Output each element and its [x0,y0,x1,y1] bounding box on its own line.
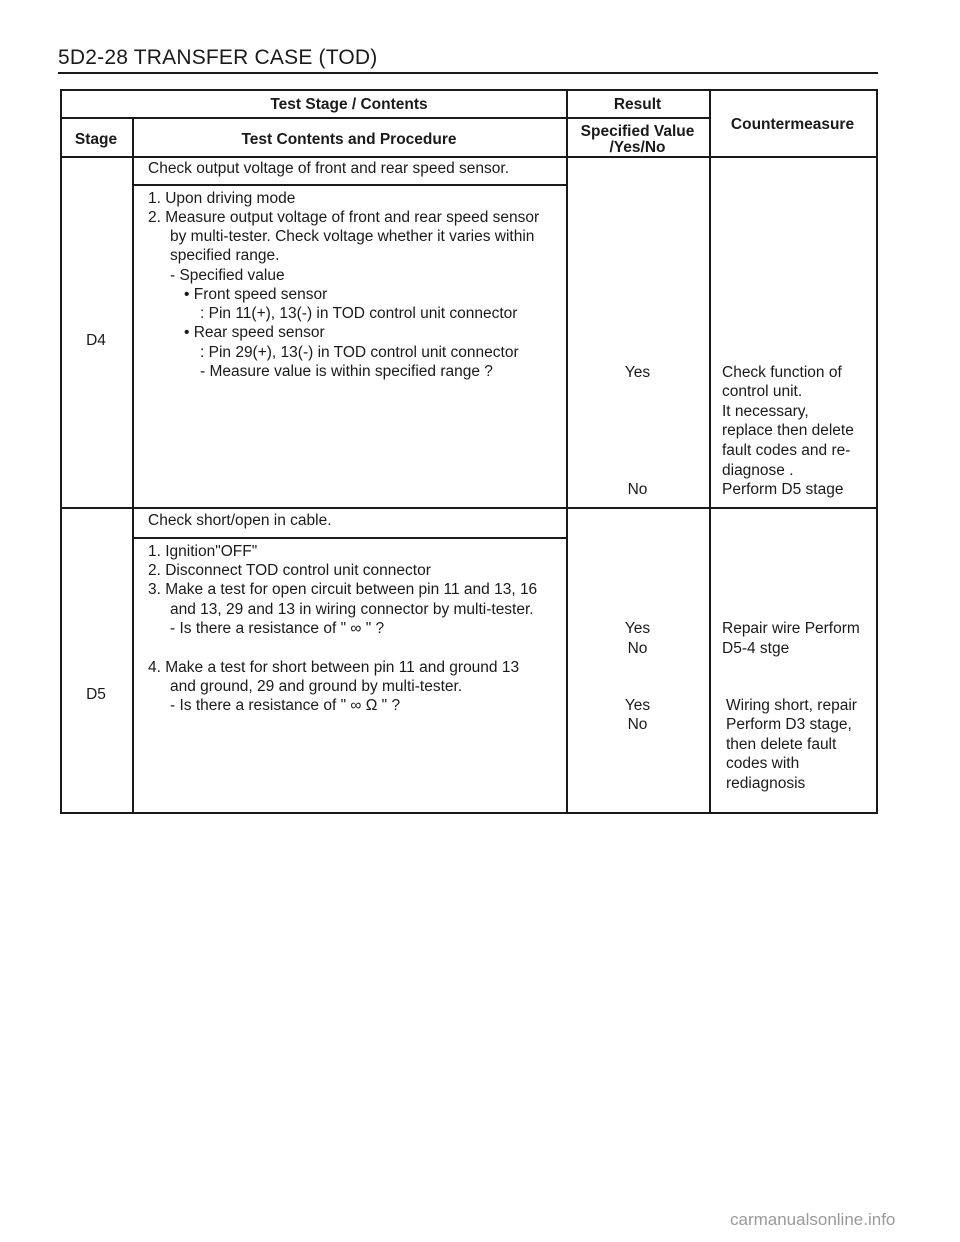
d5-countermeasure-line: then delete fault [726,736,837,753]
table-bottom-border [60,812,878,814]
d4-result-no: No [627,481,648,498]
d5-step-line: 3. Make a test for open circuit between pin 11 and 13, 16 [148,581,538,598]
watermark: carmanualsonline.info [730,1210,896,1229]
d5-countermeasure-line: D5-4 stge [722,640,790,657]
d4-step-line: 1. Upon driving mode [148,190,296,207]
header-test-stage-contents: Test Stage / Contents [270,96,428,113]
d5-countermeasure-line: Repair wire Perform [722,620,860,637]
d4-countermeasure-line: diagnose . [722,462,794,479]
d4-step-line: 2. Measure output voltage of front and rear speed sensor [148,209,540,226]
d5-title-line [132,537,567,539]
header-result: Result [613,96,662,113]
d4-countermeasure-line: It necessary, [722,403,809,420]
d5-step-line: 4. Make a test for short between pin 11 and ground 13 [148,659,520,676]
stage-d5: D5 [86,686,106,703]
d4-countermeasure-line: Check function of [722,364,842,381]
d4-countermeasure-line: control unit. [722,383,803,400]
d5-step-line: - Is there a resistance of " ∞ " ? [170,620,385,637]
page-title: 5D2-28 TRANSFER CASE (TOD) [58,46,378,69]
header-bottom-border [60,156,878,158]
d4-step-line: - Specified value [170,267,285,284]
d5-step-line: and 13, 29 and 13 in wiring connector by multi-tester. [170,601,534,618]
d5-result-2-no: No [627,716,648,733]
d4-step-line: • Rear speed sensor [184,324,325,341]
d4-step-line: specified range. [170,247,280,264]
d5-countermeasure-line: rediagnosis [726,775,806,792]
d5-step-line: - Is there a resistance of " ∞ Ω " ? [170,697,401,714]
d5-step-line: 2. Disconnect TOD control unit connector [148,562,431,579]
d4-step-line: by multi-tester. Check voltage whether it varies within [170,228,535,245]
header-countermeasure: Countermeasure [730,116,855,133]
d5-countermeasure-line: codes with [726,755,800,772]
header-split-line [60,117,710,119]
d5-countermeasure-line: Wiring short, repair [726,697,857,714]
d5-title: Check short/open in cable. [148,512,332,529]
header-rule [58,72,878,74]
d4-countermeasure-line: fault codes and re- [722,442,851,459]
table-left-border [60,89,62,814]
table-top-border [60,89,878,91]
stage-column-divider [132,117,134,814]
d5-result-1-yes: Yes [624,620,651,637]
d5-step-line: and ground, 29 and ground by multi-tester. [170,678,463,695]
d5-result-2-yes: Yes [624,697,651,714]
d4-step-line: : Pin 11(+), 13(-) in TOD control unit connector [200,305,518,322]
d5-step-line: 1. Ignition"OFF" [148,543,258,560]
d4-result-yes: Yes [624,364,651,381]
d4-title: Check output voltage of front and rear speed sensor. [148,160,510,177]
header-test-contents-procedure: Test Contents and Procedure [241,131,457,148]
d4-countermeasure-line: replace then delete [722,422,854,439]
header-stage: Stage [74,131,118,148]
d4-title-line [132,184,567,186]
d5-result-1-no: No [627,640,648,657]
d4-bottom-border [60,507,878,509]
header-specified-value: Specified Value [580,123,695,140]
d4-step-line: - Measure value is within specified range ? [200,363,493,380]
stage-d4: D4 [86,332,106,349]
header-yes-no: /Yes/No [609,139,666,156]
table-right-border [876,89,878,814]
d4-countermeasure-line: Perform D5 stage [722,481,844,498]
result-column-divider [709,89,711,814]
d4-step-line: • Front speed sensor [184,286,328,303]
d5-countermeasure-line: Perform D3 stage, [726,716,852,733]
d4-step-line: : Pin 29(+), 13(-) in TOD control unit connector [200,344,519,361]
